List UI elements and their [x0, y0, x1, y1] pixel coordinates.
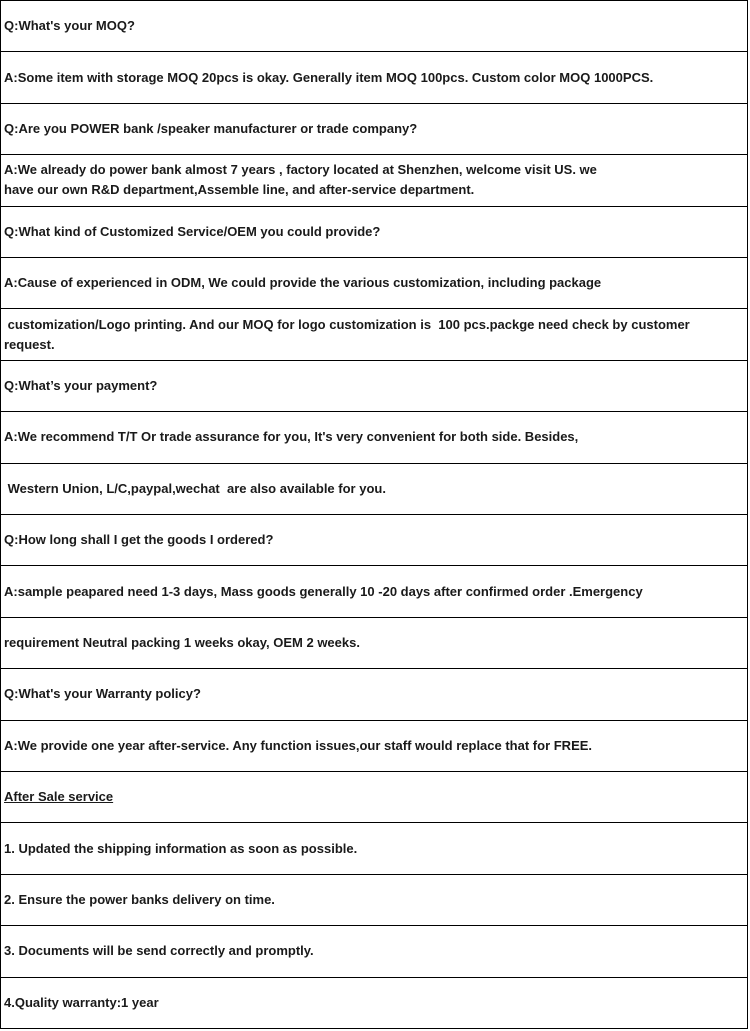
- faq-text: Q:How long shall I get the goods I ordered?: [4, 532, 274, 548]
- faq-row-a-customization-1: [1, 258, 747, 309]
- faq-text: customization/Logo printing. And our MOQ for logo customization is 100 pcs.packge need check by customer request.: [4, 316, 690, 352]
- after-sale-item-text: 3. Documents will be send correctly and promptly.: [4, 943, 314, 959]
- faq-row-a-manufacturer: [1, 155, 747, 206]
- faq-text: Western Union, L/C,paypal,wechat are also available for you.: [4, 480, 386, 496]
- faq-text: Q:What kind of Customized Service/OEM you could provide?: [4, 223, 381, 239]
- faq-text: A:Some item with storage MOQ 20pcs is okay. Generally item MOQ 100pcs. Custom color MOQ 1000PCS.: [4, 69, 654, 85]
- faq-text: A:We provide one year after-service. Any function issues,our staff would replace that for FREE.: [4, 737, 593, 753]
- after-sale-item: [1, 823, 747, 874]
- faq-row-a-payment-1: [1, 412, 747, 463]
- faq-text: A:Cause of experienced in ODM, We could provide the various customization, including package: [4, 275, 602, 291]
- faq-row-a-warranty: [1, 721, 747, 772]
- faq-row-q-warranty: [1, 669, 747, 720]
- after-sale-heading-row: [1, 772, 747, 823]
- faq-text: A:We recommend T/T Or trade assurance for you, It's very convenient for both side. Besides,: [4, 429, 579, 445]
- faq-text: A:We already do power bank almost 7 years , factory located at Shenzhen, welcome visit US. we have our own R&D department,Assemble line, and after-service department.: [4, 162, 597, 198]
- faq-row-q-payment: [1, 361, 747, 412]
- faq-text: A:sample peapared need 1-3 days, Mass goods generally 10 -20 days after confirmed order .Emergency: [4, 583, 643, 599]
- faq-row-a-moq: [1, 52, 747, 103]
- faq-row-a-delivery-2: [1, 618, 747, 669]
- faq-text: Q:What's your MOQ?: [4, 18, 135, 34]
- faq-row-q-moq: [1, 1, 747, 52]
- faq-row-q-customization: [1, 207, 747, 258]
- faq-text: Q:What's your Warranty policy?: [4, 686, 201, 702]
- after-sale-heading: After Sale service: [4, 789, 114, 805]
- after-sale-item-text: 4.Quality warranty:1 year: [4, 995, 159, 1011]
- faq-text: requirement Neutral packing 1 weeks okay, OEM 2 weeks.: [4, 634, 360, 650]
- faq-text: Q:Are you POWER bank /speaker manufacturer or trade company?: [4, 120, 418, 136]
- faq-row-a-customization-2: [1, 309, 747, 360]
- faq-row-a-delivery-1: [1, 566, 747, 617]
- after-sale-item: [1, 978, 747, 1029]
- faq-row-a-payment-2: [1, 464, 747, 515]
- after-sale-item: [1, 875, 747, 926]
- faq-row-q-manufacturer: [1, 104, 747, 155]
- after-sale-item: [1, 926, 747, 977]
- faq-text: Q:What’s your payment?: [4, 377, 158, 393]
- faq-row-q-delivery: [1, 515, 747, 566]
- after-sale-item-text: 1. Updated the shipping information as soon as possible.: [4, 840, 358, 856]
- after-sale-item-text: 2. Ensure the power banks delivery on time.: [4, 891, 275, 907]
